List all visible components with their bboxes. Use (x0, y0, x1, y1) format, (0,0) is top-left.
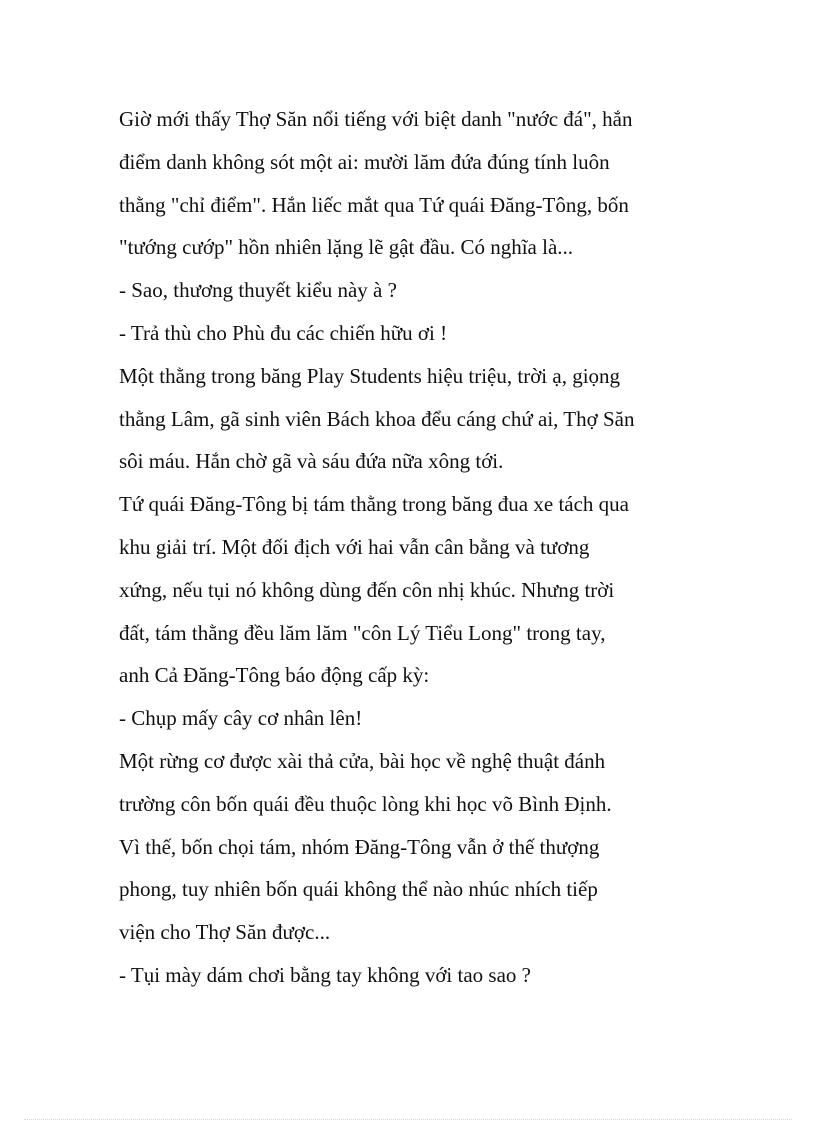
text-line: anh Cả Đăng-Tông báo động cấp kỳ: (119, 663, 430, 688)
text-line: đất, tám thằng đều lăm lăm "côn Lý Tiểu Long" trong tay, (119, 620, 606, 645)
text-line: Vì thế, bốn chọi tám, nhóm Đăng-Tông vẫn ở thế thượng (119, 834, 600, 859)
text-line: thằng "chỉ điểm". Hắn liếc mắt qua Tứ quái Đăng-Tông, bốn (119, 192, 629, 217)
text-line: "tướng cướp" hồn nhiên lặng lẽ gật đầu. Có nghĩa là... (119, 235, 574, 260)
text-line: Giờ mới thấy Thợ Săn nổi tiếng với biệt danh "nước đá", hắn (119, 107, 633, 131)
text-line: khu giải trí. Một đối địch với hai vẫn cân bằng và tương (119, 534, 590, 559)
text-line: Tứ quái Đăng-Tông bị tám thằng trong băng đua xe tách qua (119, 492, 629, 517)
text-line: điểm danh không sót một ai: mười lăm đứa đúng tính luôn (119, 149, 610, 174)
text-line: viện cho Thợ Săn được... (119, 920, 331, 945)
dialogue-line: - Tụi mày dám chơi bằng tay không với tao sao ? (119, 962, 531, 987)
dialogue-line: - Chụp mấy cây cơ nhân lên! (119, 706, 363, 731)
text-line: xứng, nếu tụi nó không dùng đến côn nhị khúc. Nhưng trời (119, 577, 615, 602)
dialogue-line: - Sao, thương thuyết kiểu này à ? (119, 278, 397, 303)
story-text (119, 98, 719, 997)
text-line: Một thằng trong băng Play Students hiệu triệu, trời ạ, giọng (119, 363, 621, 388)
dialogue-line: - Trả thù cho Phù đu các chiến hữu ơi ! (119, 320, 448, 345)
text-line: phong, tuy nhiên bốn quái không thể nào nhúc nhích tiếp (119, 877, 598, 902)
text-line: sôi máu. Hắn chờ gã và sáu đứa nữa xông tới. (119, 449, 504, 474)
text-line: trường côn bốn quái đều thuộc lòng khi học võ Bình Định. (119, 791, 612, 816)
text-line: Một rừng cơ được xài thả cửa, bài học về nghệ thuật đánh (119, 748, 606, 773)
page-bottom-edge (24, 1119, 792, 1120)
text-line: thằng Lâm, gã sinh viên Bách khoa đểu cáng chứ ai, Thợ Săn (119, 406, 635, 431)
